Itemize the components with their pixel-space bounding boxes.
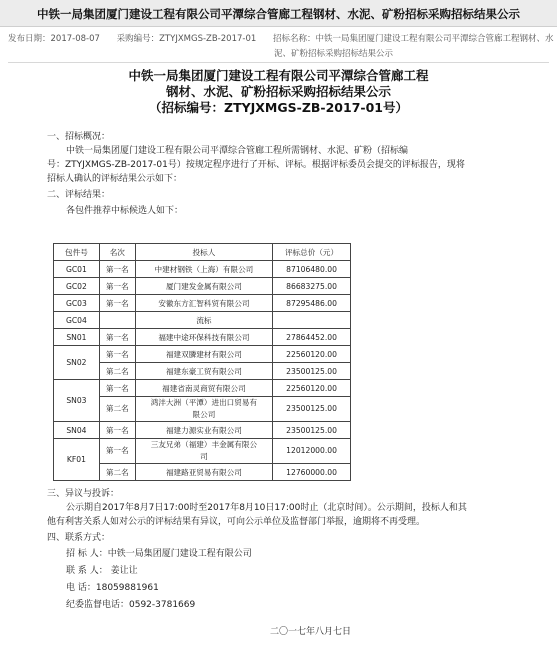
section3-heading: 三、异议与投诉：	[47, 489, 120, 499]
rank-cell	[99, 312, 135, 329]
price-cell: 23500125.00	[273, 422, 351, 439]
rank-cell: 第一名	[99, 295, 135, 312]
section2-intro: 各包件推荐中标候选人如下：	[66, 206, 184, 216]
package-cell: SN03	[54, 380, 100, 422]
price-cell: 87295486.00	[273, 295, 351, 312]
contact-phone: 电 话：18059881961	[66, 583, 159, 593]
contact-supervision-phone: 纪委监督电话：0592-3781669	[66, 600, 196, 610]
header-bar	[0, 0, 557, 27]
bidder-cell: 福建省南灵商贸有限公司	[135, 380, 272, 397]
results-table	[53, 243, 351, 481]
package-cell: SN04	[54, 422, 100, 439]
tender-name-continued: 泥、矿粉招标采购招标结果公示	[274, 49, 394, 59]
package-cell: GC04	[54, 312, 100, 329]
bidder-cell	[135, 439, 272, 464]
section3-para-line1: 公示期自2017年8月7日17:00时至2017年8月10日17:00时止（北京时间）。公示期间，投标人和其	[66, 503, 467, 513]
section1-para-line2: 号：ZTYJXMGS-ZB-2017-01号）按规定程序进行了开标、评标。根据评标委员会提交的评标报告，现将	[47, 160, 465, 170]
column-header: 包件号	[54, 244, 100, 261]
section1-para-line1: 中铁一局集团厦门建设工程有限公司平潭综合管廊工程所需钢材、水泥、矿粉（招标编	[66, 146, 409, 156]
contact-tenderer: 招 标 人：中铁一局集团厦门建设工程有限公司	[66, 549, 252, 559]
table-row	[54, 346, 351, 363]
package-cell: SN02	[54, 346, 100, 380]
bidder-cell: 福建力源实业有限公司	[135, 422, 272, 439]
meta-info	[8, 32, 554, 59]
publish-date: 发布日期：2017-08-07	[8, 34, 100, 44]
bidder-cell: 安徽东方汇智科贸有限公司	[135, 295, 272, 312]
price-cell: 23500125.00	[273, 397, 351, 422]
price-cell: 86683275.00	[273, 278, 351, 295]
table-row	[54, 380, 351, 397]
section3-para-line2: 他有利害关系人如对公示的评标结果有异议，可向公示单位及监督部门举报，逾期将不再受理。	[47, 517, 426, 527]
rank-cell: 第一名	[99, 422, 135, 439]
column-header: 评标总价（元）	[273, 244, 351, 261]
rank-cell: 第一名	[99, 261, 135, 278]
section4-heading: 四、联系方式：	[47, 533, 111, 543]
table-row	[54, 312, 351, 329]
bidder-cell	[135, 397, 272, 422]
bidder-cell: 福建路亚贸易有限公司	[135, 464, 272, 481]
bidder-name-line2: 限公司	[192, 410, 216, 419]
rank-cell: 第一名	[99, 380, 135, 397]
price-cell: 22560120.00	[273, 380, 351, 397]
table-row	[54, 329, 351, 346]
price-cell: 23500125.00	[273, 363, 351, 380]
doc-title-line1: 中铁一局集团厦门建设工程有限公司平潭综合管廊工程	[128, 68, 429, 83]
section1-heading: 一、招标概况：	[47, 132, 111, 142]
price-cell	[273, 312, 351, 329]
package-cell: GC03	[54, 295, 100, 312]
procurement-number: 采购编号：ZTYJXMGS-ZB-2017-01	[116, 34, 257, 44]
bidder-cell: 福建东豪工贸有限公司	[135, 363, 272, 380]
bidder-cell: 中建材钢铁（上海）有限公司	[135, 261, 272, 278]
rank-cell: 第二名	[99, 363, 135, 380]
package-cell: GC01	[54, 261, 100, 278]
table-row	[54, 295, 351, 312]
column-header: 投标人	[135, 244, 272, 261]
package-cell: KF01	[54, 439, 100, 481]
doc-title-line3: （招标编号：ZTYJXMGS-ZB-2017-01号）	[149, 100, 408, 115]
column-header: 名次	[99, 244, 135, 261]
rank-cell: 第二名	[99, 397, 135, 422]
rank-cell: 第一名	[99, 329, 135, 346]
price-cell: 27864452.00	[273, 329, 351, 346]
rank-cell: 第一名	[99, 278, 135, 295]
bidder-cell: 厦门建发金属有限公司	[135, 278, 272, 295]
bidder-name-line1: 三友兄弟（福建）丰金属有限公	[150, 440, 258, 449]
price-cell: 87106480.00	[273, 261, 351, 278]
package-cell: SN01	[54, 329, 100, 346]
bidder-name-line1: 鸿沣大洲（平潭）进出口贸易有	[150, 398, 258, 407]
doc-title-line2: 钢材、水泥、矿粉招标采购招标结果公示	[165, 84, 391, 99]
tender-name: 招标名称：中铁一局集团厦门建设工程有限公司平潭综合管廊工程钢材、水	[272, 34, 554, 44]
section1-para-line3: 招标人确认的评标结果公示如下：	[47, 174, 183, 184]
bidder-cell: 流标	[135, 312, 272, 329]
contact-person: 联 系 人： 姜让让	[66, 566, 138, 576]
rank-cell: 第二名	[99, 464, 135, 481]
package-cell: GC02	[54, 278, 100, 295]
bidder-name-line2: 司	[200, 452, 208, 461]
rank-cell: 第一名	[99, 439, 135, 464]
table-row	[54, 439, 351, 464]
price-cell: 12012000.00	[273, 439, 351, 464]
bidder-cell: 福建中途环保科技有限公司	[135, 329, 272, 346]
table-row	[54, 278, 351, 295]
divider	[8, 62, 549, 63]
table-row	[54, 422, 351, 439]
header-title: 中铁一局集团厦门建设工程有限公司平潭综合管廊工程钢材、水泥、矿粉招标采购招标结果公示	[37, 7, 520, 21]
price-cell: 12760000.00	[273, 464, 351, 481]
rank-cell: 第一名	[99, 346, 135, 363]
bidder-cell: 福建双膦建材有限公司	[135, 346, 272, 363]
table-header-row	[54, 244, 351, 261]
table-row	[54, 261, 351, 278]
signature-date: 二〇一七年八月七日	[270, 627, 352, 637]
price-cell: 22560120.00	[273, 346, 351, 363]
section2-heading: 二、评标结果：	[47, 190, 111, 200]
